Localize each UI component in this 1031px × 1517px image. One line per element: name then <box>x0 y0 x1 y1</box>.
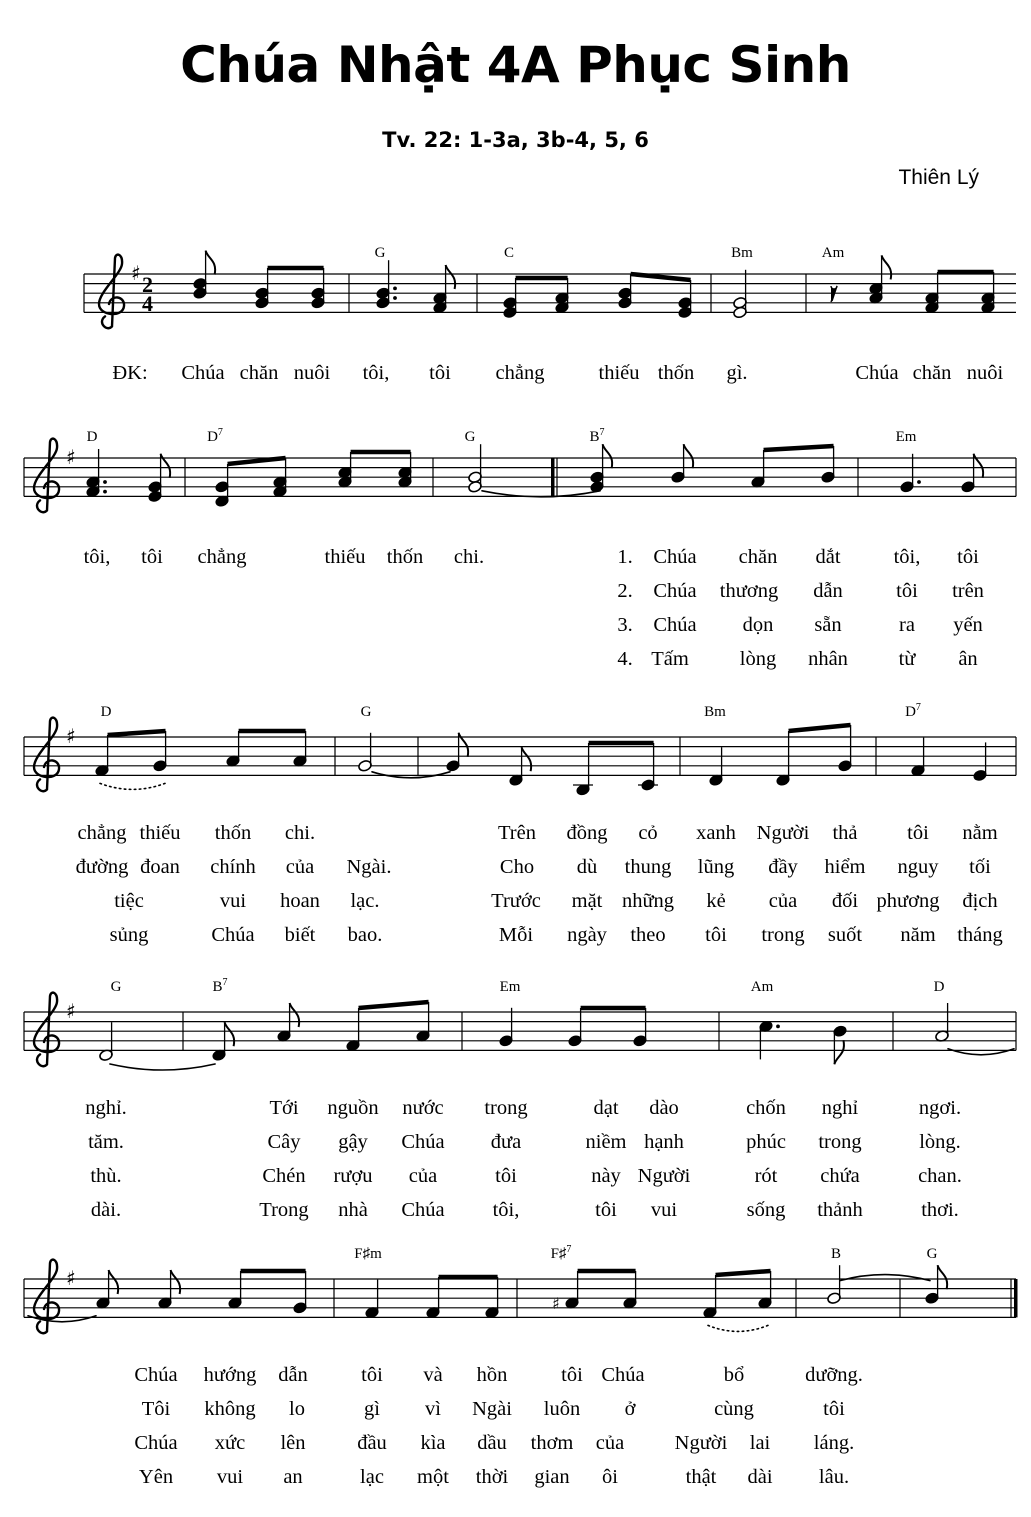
lyric-syllable: chẳng <box>495 362 545 384</box>
lyric-syllable: và <box>423 1364 443 1386</box>
lyric-syllable: nuôi <box>293 362 331 384</box>
lyric-syllable: hạnh <box>644 1131 684 1153</box>
lyric-syllable: Trên <box>498 822 536 844</box>
lyric-syllable: Chúa <box>134 1432 178 1454</box>
lyric-syllable: dọn <box>742 614 774 636</box>
lyric-syllable: hồn <box>476 1364 508 1386</box>
lyric-syllable: dài. <box>90 1199 122 1221</box>
staff-system-3 <box>24 718 1016 797</box>
key-signature-sharp-icon: ♯ <box>131 261 141 285</box>
lyric-syllable: nhà <box>338 1199 368 1221</box>
lyric-syllable: tôi <box>429 362 451 384</box>
lyric-syllable: sẵn <box>814 614 842 636</box>
lyric-syllable: mặt <box>571 890 603 912</box>
beam <box>228 458 286 464</box>
lyric-syllable: kìa <box>420 1432 446 1454</box>
eighth-flag <box>290 1003 300 1027</box>
staff-system-1 <box>84 251 1016 329</box>
lyric-syllable: lòng <box>739 648 777 670</box>
key-signature-sharp-icon: ♯ <box>66 445 76 469</box>
staff-system-2 <box>24 439 1016 513</box>
lyric-syllable: ĐK: <box>112 362 148 384</box>
beam <box>359 1002 429 1008</box>
dot <box>103 490 107 494</box>
lyric-syllable: 3. <box>617 614 633 636</box>
lyric-syllable: tôi <box>907 822 929 844</box>
lyric-syllable: Cây <box>267 1131 301 1153</box>
lyric-syllable: địch <box>962 890 998 912</box>
staff-system-5 <box>24 1260 1018 1334</box>
lyric-syllable: nghỉ. <box>85 1097 127 1119</box>
lyric-syllable: tôi <box>361 1364 383 1386</box>
lyric-syllable: dạt <box>593 1097 619 1119</box>
tie <box>840 1275 930 1281</box>
lyric-syllable: Chúa <box>601 1364 645 1386</box>
lyric-syllable: 2. <box>617 580 633 602</box>
chord-root: D <box>207 429 218 445</box>
lyric-syllable: trong <box>761 924 805 946</box>
lyric-syllable: Ngài <box>472 1398 512 1420</box>
lyric-syllable: rượu <box>333 1165 373 1187</box>
lyric-syllable: gì. <box>726 362 748 384</box>
lyric-syllable: đưa <box>490 1131 522 1153</box>
eighth-flag <box>225 1022 235 1046</box>
lyric-syllable: Chúa <box>653 546 697 568</box>
lyric-syllable: bao. <box>347 924 383 946</box>
lyric-syllable: tôi, <box>83 546 111 568</box>
eighth-flag <box>109 1270 119 1294</box>
eighth-flag <box>684 444 694 468</box>
chord-symbol: C <box>503 245 515 261</box>
final-barline <box>1014 1279 1018 1317</box>
eighth-flag <box>938 1265 948 1289</box>
lyric-syllable: chứa <box>820 1165 860 1187</box>
lyric-syllable: tôi, <box>362 362 390 384</box>
lyric-syllable: Yên <box>138 1466 174 1488</box>
lyric-syllable: chẳng <box>197 546 247 568</box>
lyric-syllable: của <box>285 856 315 878</box>
chord-root: D <box>905 704 916 720</box>
lyric-syllable: của <box>595 1432 625 1454</box>
lyric-syllable: Ngài. <box>346 856 392 878</box>
lyric-syllable: chi. <box>284 822 316 844</box>
chord-root: B <box>589 429 600 445</box>
lyric-syllable: thung <box>624 856 672 878</box>
lyric-syllable: Chúa <box>181 362 225 384</box>
dot <box>103 480 107 484</box>
slur-dotted <box>708 1325 768 1331</box>
lyric-syllable: đối <box>831 890 859 912</box>
lyric-syllable: xanh <box>696 822 736 844</box>
lyric-syllable: đầy <box>768 856 798 878</box>
lyric-syllable: năm <box>900 924 936 946</box>
chord-symbol: G <box>360 704 372 720</box>
tie <box>372 772 450 778</box>
lyric-syllable: Chúa <box>653 580 697 602</box>
chord-symbol: D <box>100 704 112 720</box>
lyric-syllable: này <box>591 1165 621 1187</box>
key-signature-sharp-icon: ♯ <box>66 999 76 1023</box>
chord-root: F♯ <box>550 1246 567 1262</box>
lyric-syllable: thốn <box>386 546 424 568</box>
lyric-syllable: cỏ <box>638 822 658 844</box>
lyric-syllable: an <box>283 1466 303 1488</box>
lyric-syllable: đầu <box>357 1432 387 1454</box>
lyric-syllable: yến <box>953 614 983 636</box>
lyric-syllable: nuôi <box>966 362 1004 384</box>
chord-extension: 7 <box>566 1244 572 1255</box>
lyric-syllable: kẻ <box>706 890 726 912</box>
treble-clef-icon <box>34 993 59 1067</box>
lyric-syllable: tôi <box>823 1398 845 1420</box>
lyric-syllable: biết <box>284 924 316 946</box>
lyric-syllable: chan. <box>918 1165 962 1187</box>
lyric-syllable: gì <box>364 1398 380 1420</box>
eighth-flag <box>206 251 216 275</box>
lyric-syllable: dù <box>576 856 598 878</box>
lyric-syllable: tôi <box>595 1199 617 1221</box>
tie <box>948 1049 1014 1055</box>
chord-symbol: D <box>86 429 98 445</box>
lyric-syllable: trong <box>818 1131 862 1153</box>
chord-symbol: G <box>110 979 122 995</box>
lyric-syllable: phúc <box>746 1131 786 1153</box>
lyric-syllable: hướng <box>203 1364 257 1386</box>
lyric-syllable: Chúa <box>134 1364 178 1386</box>
lyric-syllable: lai <box>749 1432 771 1454</box>
chord-symbol <box>589 427 604 445</box>
lyric-syllable: một <box>417 1466 449 1488</box>
lyric-syllable: nghỉ <box>821 1097 859 1119</box>
chord-symbol: Em <box>895 429 917 445</box>
beam <box>764 446 834 450</box>
lyric-syllable: tôi, <box>893 546 921 568</box>
lyric-syllable: tôi, <box>492 1199 520 1221</box>
lyric-syllable: ngày <box>567 924 607 946</box>
lyric-syllable: tiệc <box>114 890 144 912</box>
lyric-syllable: của <box>408 1165 438 1187</box>
chord-symbol <box>905 702 921 720</box>
lyric-syllable: tôi <box>705 924 727 946</box>
lyric-syllable: hoan <box>280 890 320 912</box>
lyric-syllable: của <box>768 890 798 912</box>
lyric-syllable: chăn <box>912 362 952 384</box>
lyric-syllable: tôi <box>495 1165 517 1187</box>
lyric-syllable: suốt <box>827 924 863 946</box>
lyric-syllable: Tới <box>269 1097 299 1119</box>
lyric-syllable: không <box>204 1398 256 1420</box>
lyric-syllable: chi. <box>453 546 485 568</box>
lyric-syllable: thương <box>719 580 779 602</box>
lyric-syllable: vui <box>650 1199 678 1221</box>
lyric-syllable: cùng <box>714 1398 754 1420</box>
eighth-flag <box>171 1270 181 1294</box>
eighth-flag <box>603 444 613 468</box>
composer-name: Thiên Lý <box>898 166 979 189</box>
sharp-accidental-icon: ♯ <box>552 1294 560 1313</box>
lyric-syllable: rót <box>754 1165 778 1187</box>
chord-symbol <box>212 977 227 995</box>
lyric-syllable: tôi <box>896 580 918 602</box>
lyric-syllable: trong <box>484 1097 528 1119</box>
lyric-syllable: dầu <box>477 1432 507 1454</box>
lyric-syllable: những <box>621 890 675 912</box>
lyric-syllable: thiếu <box>139 822 181 844</box>
lyric-syllable: từ <box>898 648 916 670</box>
lyric-syllable: 4. <box>617 648 633 670</box>
lyric-syllable: Trong <box>259 1199 309 1221</box>
chord-symbol: G <box>374 245 386 261</box>
lyric-syllable: thả <box>832 822 858 844</box>
lyric-syllable: lòng. <box>919 1131 961 1153</box>
dot <box>917 480 921 484</box>
lyric-syllable: Người <box>674 1432 728 1454</box>
chord-symbol: B <box>830 1246 842 1262</box>
eighth-flag <box>882 255 892 279</box>
lyric-syllable: nước <box>402 1097 444 1119</box>
lyric-syllable: thơi. <box>921 1199 959 1221</box>
lyric-syllable: lạc <box>360 1466 384 1488</box>
eighth-flag <box>522 747 532 771</box>
lyric-syllable: thốn <box>214 822 252 844</box>
lyric-syllable: ra <box>899 614 915 636</box>
lyric-syllable: tôi <box>141 546 163 568</box>
lyrics-system-2 <box>84 546 984 670</box>
lyric-syllable: Mỗi <box>498 924 534 946</box>
lyric-syllable: ân <box>958 648 978 670</box>
lyric-syllable: lạc. <box>350 890 380 912</box>
treble-clef-icon <box>34 439 59 513</box>
key-signature-sharp-icon: ♯ <box>66 724 76 748</box>
lyric-syllable: thảnh <box>817 1199 863 1221</box>
lyric-syllable: tôi <box>957 546 979 568</box>
lyrics-system-3 <box>76 822 1003 946</box>
lyric-syllable: chăn <box>239 362 279 384</box>
lyric-syllable: gian <box>534 1466 570 1488</box>
lyric-syllable: thiếu <box>598 362 640 384</box>
lyric-syllable: lo <box>289 1398 305 1420</box>
beam <box>789 725 851 731</box>
lyrics-system-1 <box>112 362 1003 384</box>
treble-clef-icon <box>34 718 59 792</box>
dot <box>776 1025 780 1029</box>
lyric-syllable: chăn <box>738 546 778 568</box>
lyric-syllable: chẳng <box>77 822 127 844</box>
lyric-syllable: ngơi. <box>918 1097 962 1119</box>
lyric-syllable: Chúa <box>653 614 697 636</box>
chord-symbol: Bm <box>731 245 753 261</box>
lyric-syllable: chính <box>210 856 256 878</box>
lyric-syllable: sủng <box>109 924 149 946</box>
chord-symbol: D <box>933 979 945 995</box>
lyric-syllable: thật <box>685 1466 717 1488</box>
lyric-syllable: thơm <box>530 1432 574 1454</box>
lyric-syllable: phương <box>876 890 940 912</box>
lyric-syllable: nằm <box>962 822 998 844</box>
lyric-syllable: vui <box>216 1466 244 1488</box>
lyric-syllable: Tôi <box>141 1398 171 1420</box>
lyric-syllable: nhân <box>808 648 848 670</box>
lyric-syllable: dẫn <box>278 1364 308 1386</box>
eighth-flag <box>446 265 456 289</box>
lyric-syllable: Chúa <box>211 924 255 946</box>
section-barline <box>551 458 555 496</box>
lyric-syllable: hiểm <box>824 856 866 878</box>
psalm-reference: Tv. 22: 1-3a, 3b-4, 5, 6 <box>382 128 649 152</box>
chord-extension: 7 <box>915 702 921 713</box>
chord-symbol: F♯m <box>354 1246 382 1262</box>
beam <box>631 274 691 280</box>
lyric-syllable: lên <box>280 1432 306 1454</box>
beam <box>716 1271 771 1275</box>
lyric-syllable: dài <box>747 1466 773 1488</box>
dot <box>393 287 397 291</box>
lyrics-system-4 <box>85 1097 962 1221</box>
lyric-syllable: Tấm <box>651 648 689 670</box>
lyric-syllable: thốn <box>657 362 695 384</box>
lyric-syllable: ôi <box>602 1466 618 1488</box>
lyric-syllable: bổ <box>723 1364 745 1386</box>
lyric-syllable: Chúa <box>401 1131 445 1153</box>
lyric-syllable: ở <box>624 1398 636 1420</box>
eighth-rest-icon <box>831 286 837 302</box>
eighth-flag <box>834 1040 844 1064</box>
chord-root: B <box>212 979 223 995</box>
chord-symbol: Am <box>750 979 774 995</box>
lyric-syllable: dào <box>649 1097 679 1119</box>
lyric-syllable: nguy <box>897 856 939 878</box>
lyric-syllable: tăm. <box>88 1131 124 1153</box>
lyric-syllable: Cho <box>499 856 535 878</box>
lyric-syllable: tháng <box>957 924 1003 946</box>
lyric-syllable: gậy <box>338 1131 368 1153</box>
lyric-syllable: lâu. <box>818 1466 850 1488</box>
lyric-syllable: Người <box>756 822 810 844</box>
lyric-syllable: láng. <box>813 1432 855 1454</box>
tie <box>110 1064 215 1070</box>
lyric-syllable: tôi <box>561 1364 583 1386</box>
lyric-syllable: chốn <box>746 1097 786 1119</box>
lyric-syllable: đồng <box>566 822 608 844</box>
chord-symbol: Bm <box>704 704 726 720</box>
lyric-syllable: theo <box>630 924 666 946</box>
lyric-syllable: dưỡng. <box>805 1364 863 1386</box>
lyric-syllable: Chúa <box>401 1199 445 1221</box>
lyric-syllable: xức <box>214 1432 246 1454</box>
beam <box>108 731 166 735</box>
lyric-syllable: Chúa <box>855 362 899 384</box>
lyrics-system-5 <box>134 1364 863 1488</box>
lyric-syllable: đường <box>75 856 129 878</box>
key-signature-sharp-icon: ♯ <box>66 1266 76 1290</box>
treble-clef-icon <box>99 255 124 329</box>
chord-symbol: G <box>464 429 476 445</box>
slur-dotted <box>100 783 165 789</box>
chord-symbol: Am <box>821 245 845 261</box>
chord-symbol <box>551 1244 572 1262</box>
eighth-flag <box>459 733 469 757</box>
lyric-syllable: thù. <box>90 1165 122 1187</box>
time-signature-top: 2 <box>142 272 153 297</box>
lyric-syllable: nguồn <box>327 1097 379 1119</box>
lyric-syllable: tối <box>969 856 991 878</box>
song-title: Chúa Nhật 4A Phục Sinh <box>180 36 851 94</box>
lyric-syllable: lũng <box>697 856 735 878</box>
chord-extension: 7 <box>217 427 223 438</box>
lyric-syllable: Người <box>637 1165 691 1187</box>
chord-extension: 7 <box>222 977 228 988</box>
lyric-syllable: Trước <box>491 890 541 912</box>
staff-system-4 <box>24 993 1016 1070</box>
chord-symbol: Em <box>499 979 521 995</box>
lyric-syllable: trên <box>952 580 984 602</box>
dot <box>393 296 397 300</box>
lyric-syllable: vì <box>425 1398 441 1420</box>
chord-extension: 7 <box>599 427 605 438</box>
lyric-syllable: luôn <box>543 1398 581 1420</box>
lyric-syllable: thiếu <box>324 546 366 568</box>
chord-symbol: G <box>926 1246 938 1262</box>
lyric-syllable: thời <box>475 1466 509 1488</box>
lyric-syllable: vui <box>219 890 247 912</box>
lyric-syllable: niềm <box>585 1131 627 1153</box>
lyric-syllable: 1. <box>617 546 633 568</box>
lyric-syllable: đoan <box>140 856 180 878</box>
lyric-syllable: dắt <box>815 546 841 568</box>
chord-symbol <box>207 427 223 445</box>
lyric-syllable: dẫn <box>813 580 843 602</box>
lyric-syllable: Chén <box>262 1165 306 1187</box>
time-signature-bottom: 4 <box>142 291 153 316</box>
lyric-syllable: sống <box>746 1199 786 1221</box>
